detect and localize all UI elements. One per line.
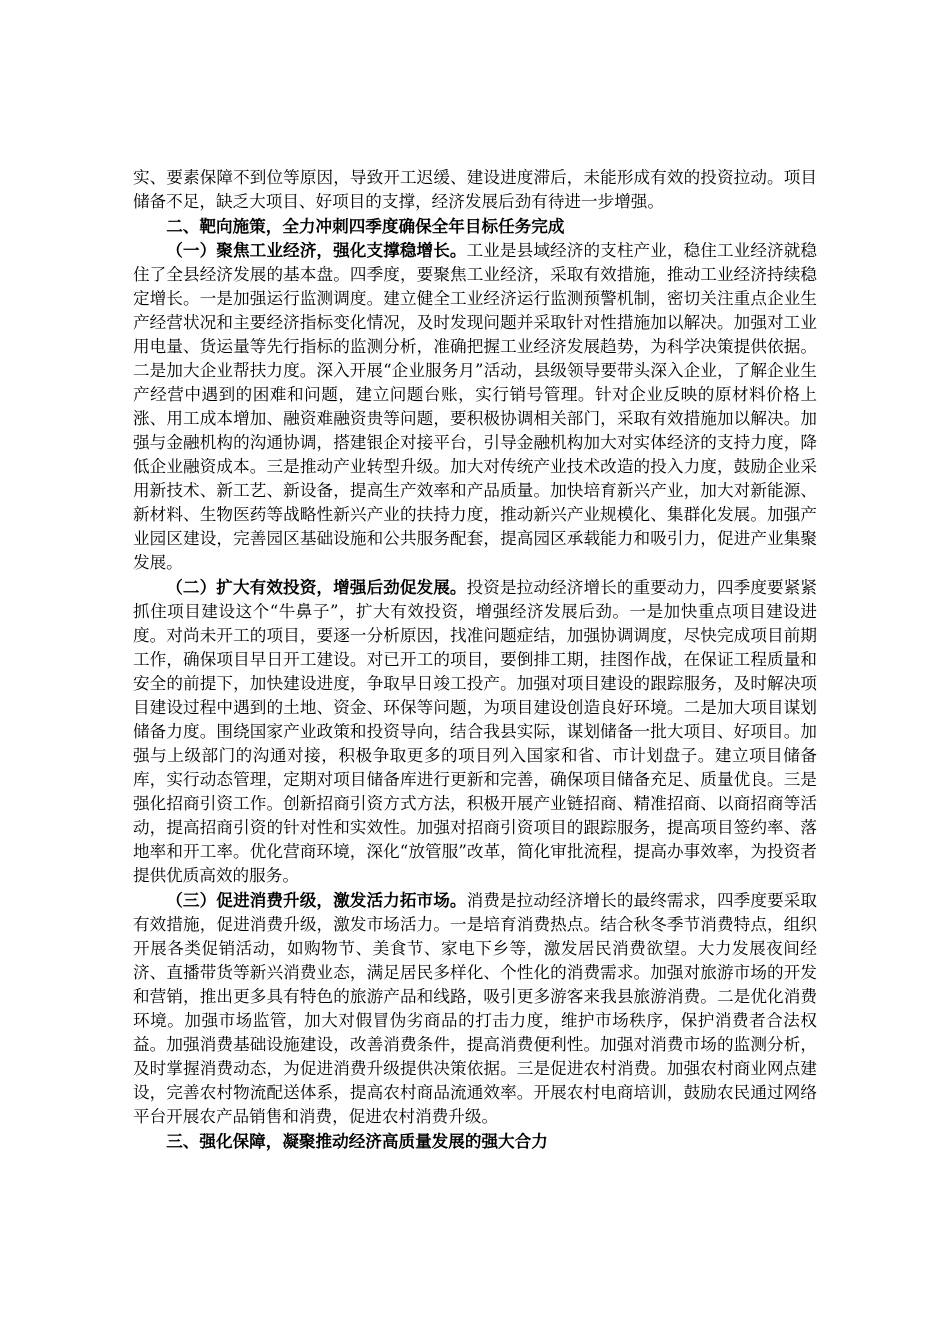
- section-heading-3: 三、强化保障，凝聚推动经济高质量发展的强大合力: [166, 1131, 548, 1151]
- paragraph-consumption-upgrade-body: 消费是拉动经济增长的最终需求，四季度要采取有效措施，促进消费升级，激发市场活力。一是培育消费热点。结合秋冬季节消费特点，组织开展各类促销活动，如购物节、美食节、家电下乡等，激发居民消费欲望。大力发展夜间经济、直播带货等新兴消费业态，满足居民多样化、个性化的消费需求。加强对旅游市场的开发和营销，推出更多具有特色的旅游产品和线路，吸引更多游客来我县旅游消费。二是优化消费环境。加强市场监管，加大对假冒伪劣商品的打击力度，维护市场秩序，保护消费者合法权益。加强消费基础设施建设，改善消费条件，提高消费便利性。加强对消费市场的监测分析，及时掌握消费动态，为促进消费升级提供决策依据。三是促进农村消费。加强农村商业网点建设，完善农村物流配送体系，提高农村商品流通效率。开展农村电商培训，鼓励农民通过网络平台开展农产品销售和消费，促进农村消费升级。: [133, 891, 818, 1126]
- paragraph-effective-investment-body: 投资是拉动经济增长的重要动力，四季度要紧紧抓住项目建设这个“牛鼻子”，扩大有效投资，增强经济发展后劲。一是加快重点项目建设进度。对尚未开工的项目，要逐一分析原因，找准问题症结，加强协调调度，尽快完成项目前期工作，确保项目早日开工建设。对已开工的项目，要倒排工期，挂图作战，在保证工程质量和安全的前提下，加快建设进度，争取早日竣工投产。加强对项目建设的跟踪服务，及时解决项目建设过程中遇到的土地、资金、环保等问题，为项目建设创造良好环境。二是加大项目谋划储备力度。围绕国家产业政策和投资导向，结合我县实际，谋划储备一批大项目、好项目。加强与上级部门的沟通对接，积极争取更多的项目列入国家和省、市计划盘子。建立项目储备库，实行动态管理，定期对项目储备库进行更新和完善，确保项目储备充足、质量优良。三是强化招商引资工作。创新招商引资方式方法，积极开展产业链招商、精准招商、以商招商等活动，提高招商引资的针对性和实效性。加强对招商引资项目的跟踪服务，提高项目签约率、落地率和开工率。优化营商环境，深化“放管服”改革，简化审批流程，提高办事效率，为投资者提供优质高效的服务。: [133, 578, 818, 885]
- paragraph-effective-investment: [133, 575, 817, 888]
- subheading-effective-investment: （二）扩大有效投资，增强后劲促发展。: [166, 577, 467, 597]
- subheading-industrial-economy: （一）聚焦工业经济，强化支撑稳增长。: [166, 240, 467, 260]
- paragraph-consumption-upgrade: [133, 888, 817, 1129]
- paragraph-industrial-economy: [133, 238, 817, 575]
- paragraph-industrial-economy-body: 工业是县域经济的支柱产业，稳住工业经济就稳住了全县经济发展的基本盘。四季度，要聚焦工业经济，采取有效措施，推动工业经济持续稳定增长。一是加强运行监测调度。建立健全工业经济运行监测预警机制，密切关注重点企业生产经营状况和主要经济指标变化情况，及时发现问题并采取针对性措施加以解决。加强对工业用电量、货运量等先行指标的监测分析，准确把握工业经济发展趋势，为科学决策提供依据。二是加大企业帮扶力度。深入开展“企业服务月”活动，县级领导要带头深入企业，了解企业生产经营中遇到的困难和问题，建立问题台账，实行销号管理。针对企业反映的原材料价格上涨、用工成本增加、融资难融资贵等问题，要积极协调相关部门，采取有效措施加以解决。加强与金融机构的沟通协调，搭建银企对接平台，引导金融机构加大对实体经济的支持力度，降低企业融资成本。三是推动产业转型升级。加大对传统产业技术改造的投入力度，鼓励企业采用新技术、新工艺、新设备，提高生产效率和产品质量。加快培育新兴产业，加大对新能源、新材料、生物医药等战略性新兴产业的扶持力度，推动新兴产业规模化、集群化发展。加强产业园区建设，完善园区基础设施和公共服务配套，提高园区承载能力和吸引力，促进产业集聚发展。: [133, 241, 818, 572]
- document-page: [133, 166, 817, 1153]
- section-heading-2: 二、靶向施策，全力冲刺四季度确保全年目标任务完成: [166, 216, 565, 236]
- paragraph-continuation: 实、要素保障不到位等原因，导致开工迟缓、建设进度滞后，未能形成有效的投资拉动。项目储备不足，缺乏大项目、好项目的支撑，经济发展后劲有待进一步增强。: [133, 168, 817, 211]
- subheading-consumption-upgrade: （三）促进消费升级，激发活力拓市场。: [166, 890, 467, 910]
